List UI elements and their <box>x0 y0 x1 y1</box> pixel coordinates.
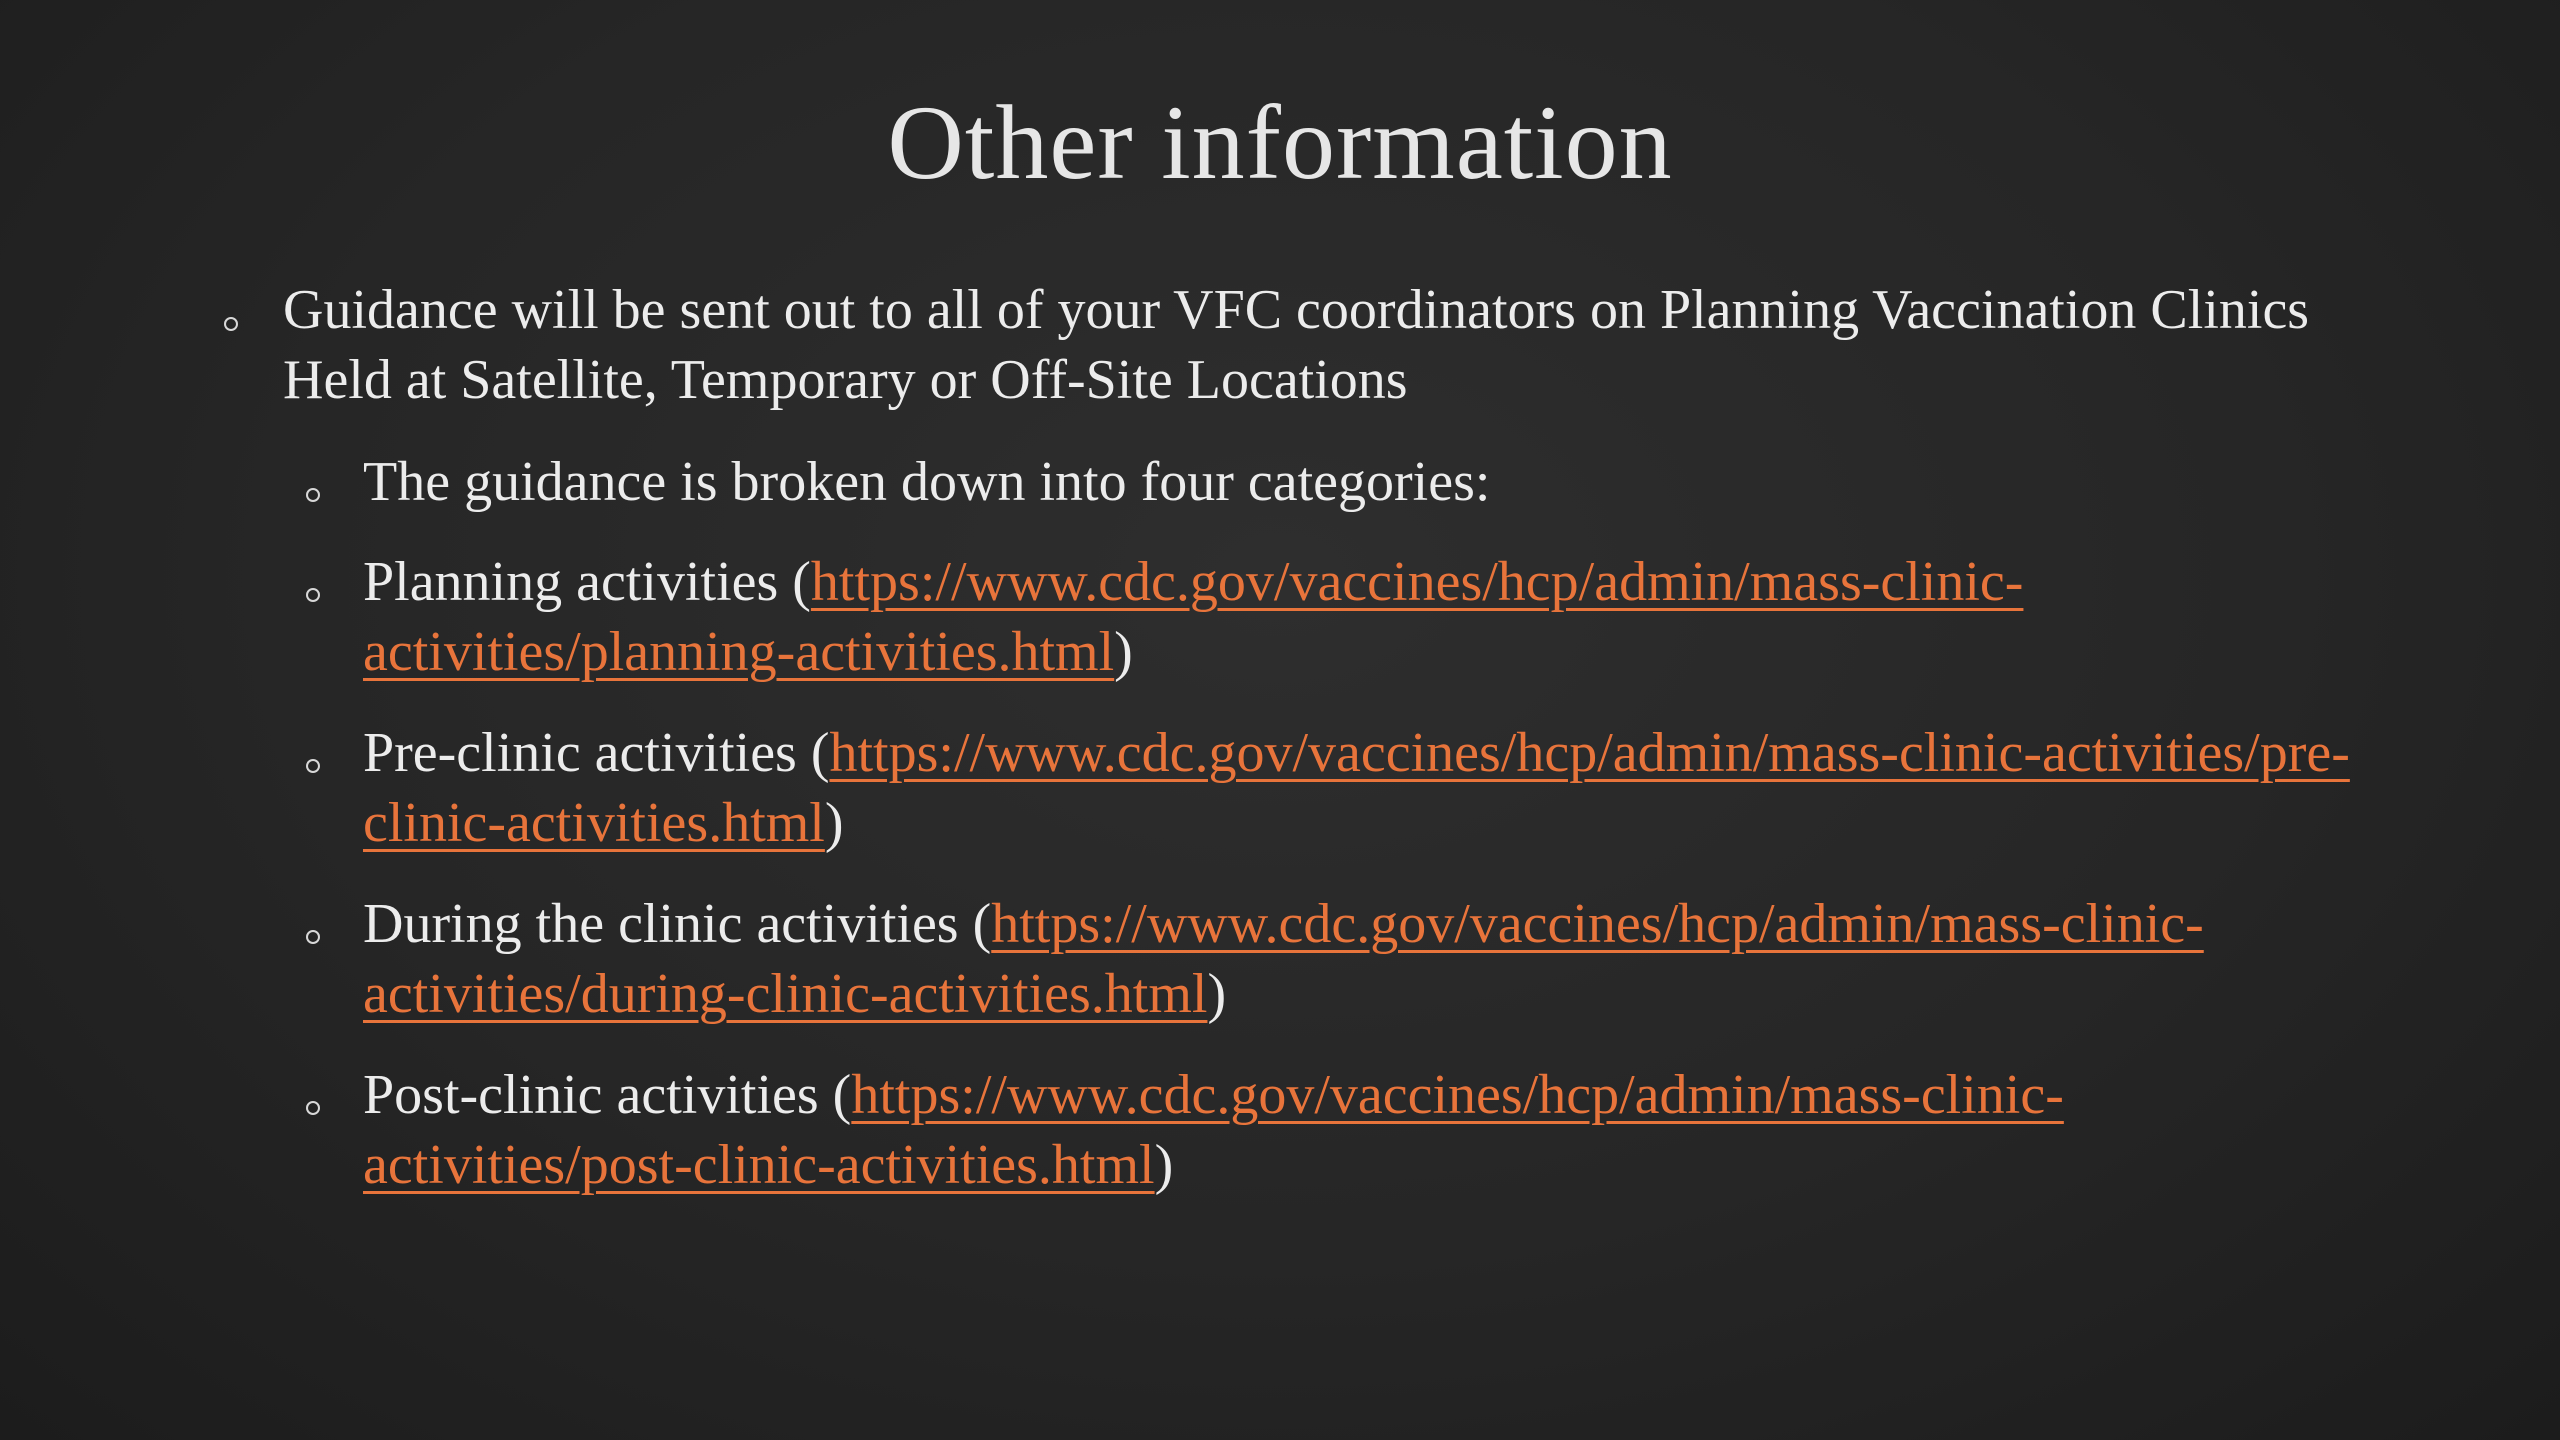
hollow-circle-icon <box>224 317 238 331</box>
sub-bullet-suffix: ) <box>1207 963 1227 1025</box>
sub-bullet-categories: The guidance is broken down into four categories: <box>363 451 1491 513</box>
sub-bullet-suffix: ) <box>1154 1134 1174 1196</box>
sub-bullet-label: Post-clinic activities ( <box>363 1064 852 1126</box>
hollow-circle-icon <box>306 759 320 773</box>
hollow-circle-icon <box>306 930 320 944</box>
hollow-circle-icon <box>306 488 320 502</box>
bullet-guidance: Guidance will be sent out to all of your VFC coordinators on Planning Vaccination Clinics Held at Satellite, Temporary or Off-Site Locations <box>283 279 2310 411</box>
slide-title: Other information <box>887 84 1673 201</box>
planning-activities-link[interactable]: https://www.cdc.gov/vaccines/hcp/admin/mass-clinic-activities/planning-activities.html <box>363 551 2024 683</box>
sub-bullet-during-clinic <box>363 889 2353 1029</box>
sub-bullet-post-clinic <box>363 1060 2353 1200</box>
pre-clinic-activities-link[interactable]: https://www.cdc.gov/vaccines/hcp/admin/mass-clinic-activities/pre-clinic-activities.html <box>363 722 2350 854</box>
post-clinic-activities-link[interactable]: https://www.cdc.gov/vaccines/hcp/admin/mass-clinic-activities/post-clinic-activities.html <box>363 1064 2064 1196</box>
hollow-circle-icon <box>306 1101 320 1115</box>
sub-bullet-label: During the clinic activities ( <box>363 893 992 955</box>
sub-bullet-suffix: ) <box>824 792 844 854</box>
hollow-circle-icon <box>306 588 320 602</box>
sub-bullet-label: Pre-clinic activities ( <box>363 722 830 784</box>
sub-bullet-suffix: ) <box>1114 621 1133 683</box>
sub-bullet-pre-clinic <box>363 718 2353 858</box>
sub-bullet-label: Planning activities ( <box>363 551 811 613</box>
during-clinic-activities-link[interactable]: https://www.cdc.gov/vaccines/hcp/admin/mass-clinic-activities/during-clinic-activities.html <box>363 893 2204 1025</box>
sub-bullet-planning <box>363 547 2353 687</box>
